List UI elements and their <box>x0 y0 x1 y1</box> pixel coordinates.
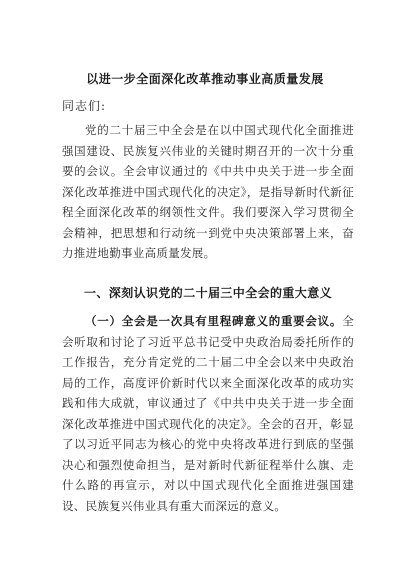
subsection-lead: （一）全会是一次具有里程碑意义的重要会议。 <box>85 314 343 328</box>
document-title: 以进一步全面深化改革推动事业高质量发展 <box>86 72 324 86</box>
section-heading: 一、深刻认识党的二十届三中全会的重大意义 <box>84 286 333 300</box>
subsection-body: 全会听取和讨论了习近平总书记受中央政治局委托所作的工作报告，充分肯定党的二十届二中全会以来中央政治局的工作，高度评价新时代以来全面深化改革的成功实践和伟大成就，审议通过了《中共中央关于进一步全面深化改革推进中国式现代化的决定》。全会的召开，彰显了以习近平同志为核心的党中央将改革进行到底的坚强决心和强烈使命担当，是对新时代新征程举什么旗、走什么路的再宣示，对以中国式现代化全面推进强国建设、民族复兴伟业具有重大而深远的意义。 <box>62 314 354 513</box>
subsection-paragraph <box>62 311 354 516</box>
intro-paragraph: 党的二十届三中全会是在以中国式现代化全面推进强国建设、民族复兴伟业的关键时期召开的一次十分重要的会议。全会审议通过的《中共中央关于进一步全面深化改革推进中国式现代化的决定》，是指导新时代新征程全面深化改革的纲领性文件。我们要深入学习贯彻全会精神，把思想和行动统一到党中央决策部署上来，奋力推进地勤事业高质量发展。 <box>62 123 354 260</box>
salutation: 同志们: <box>62 99 107 113</box>
